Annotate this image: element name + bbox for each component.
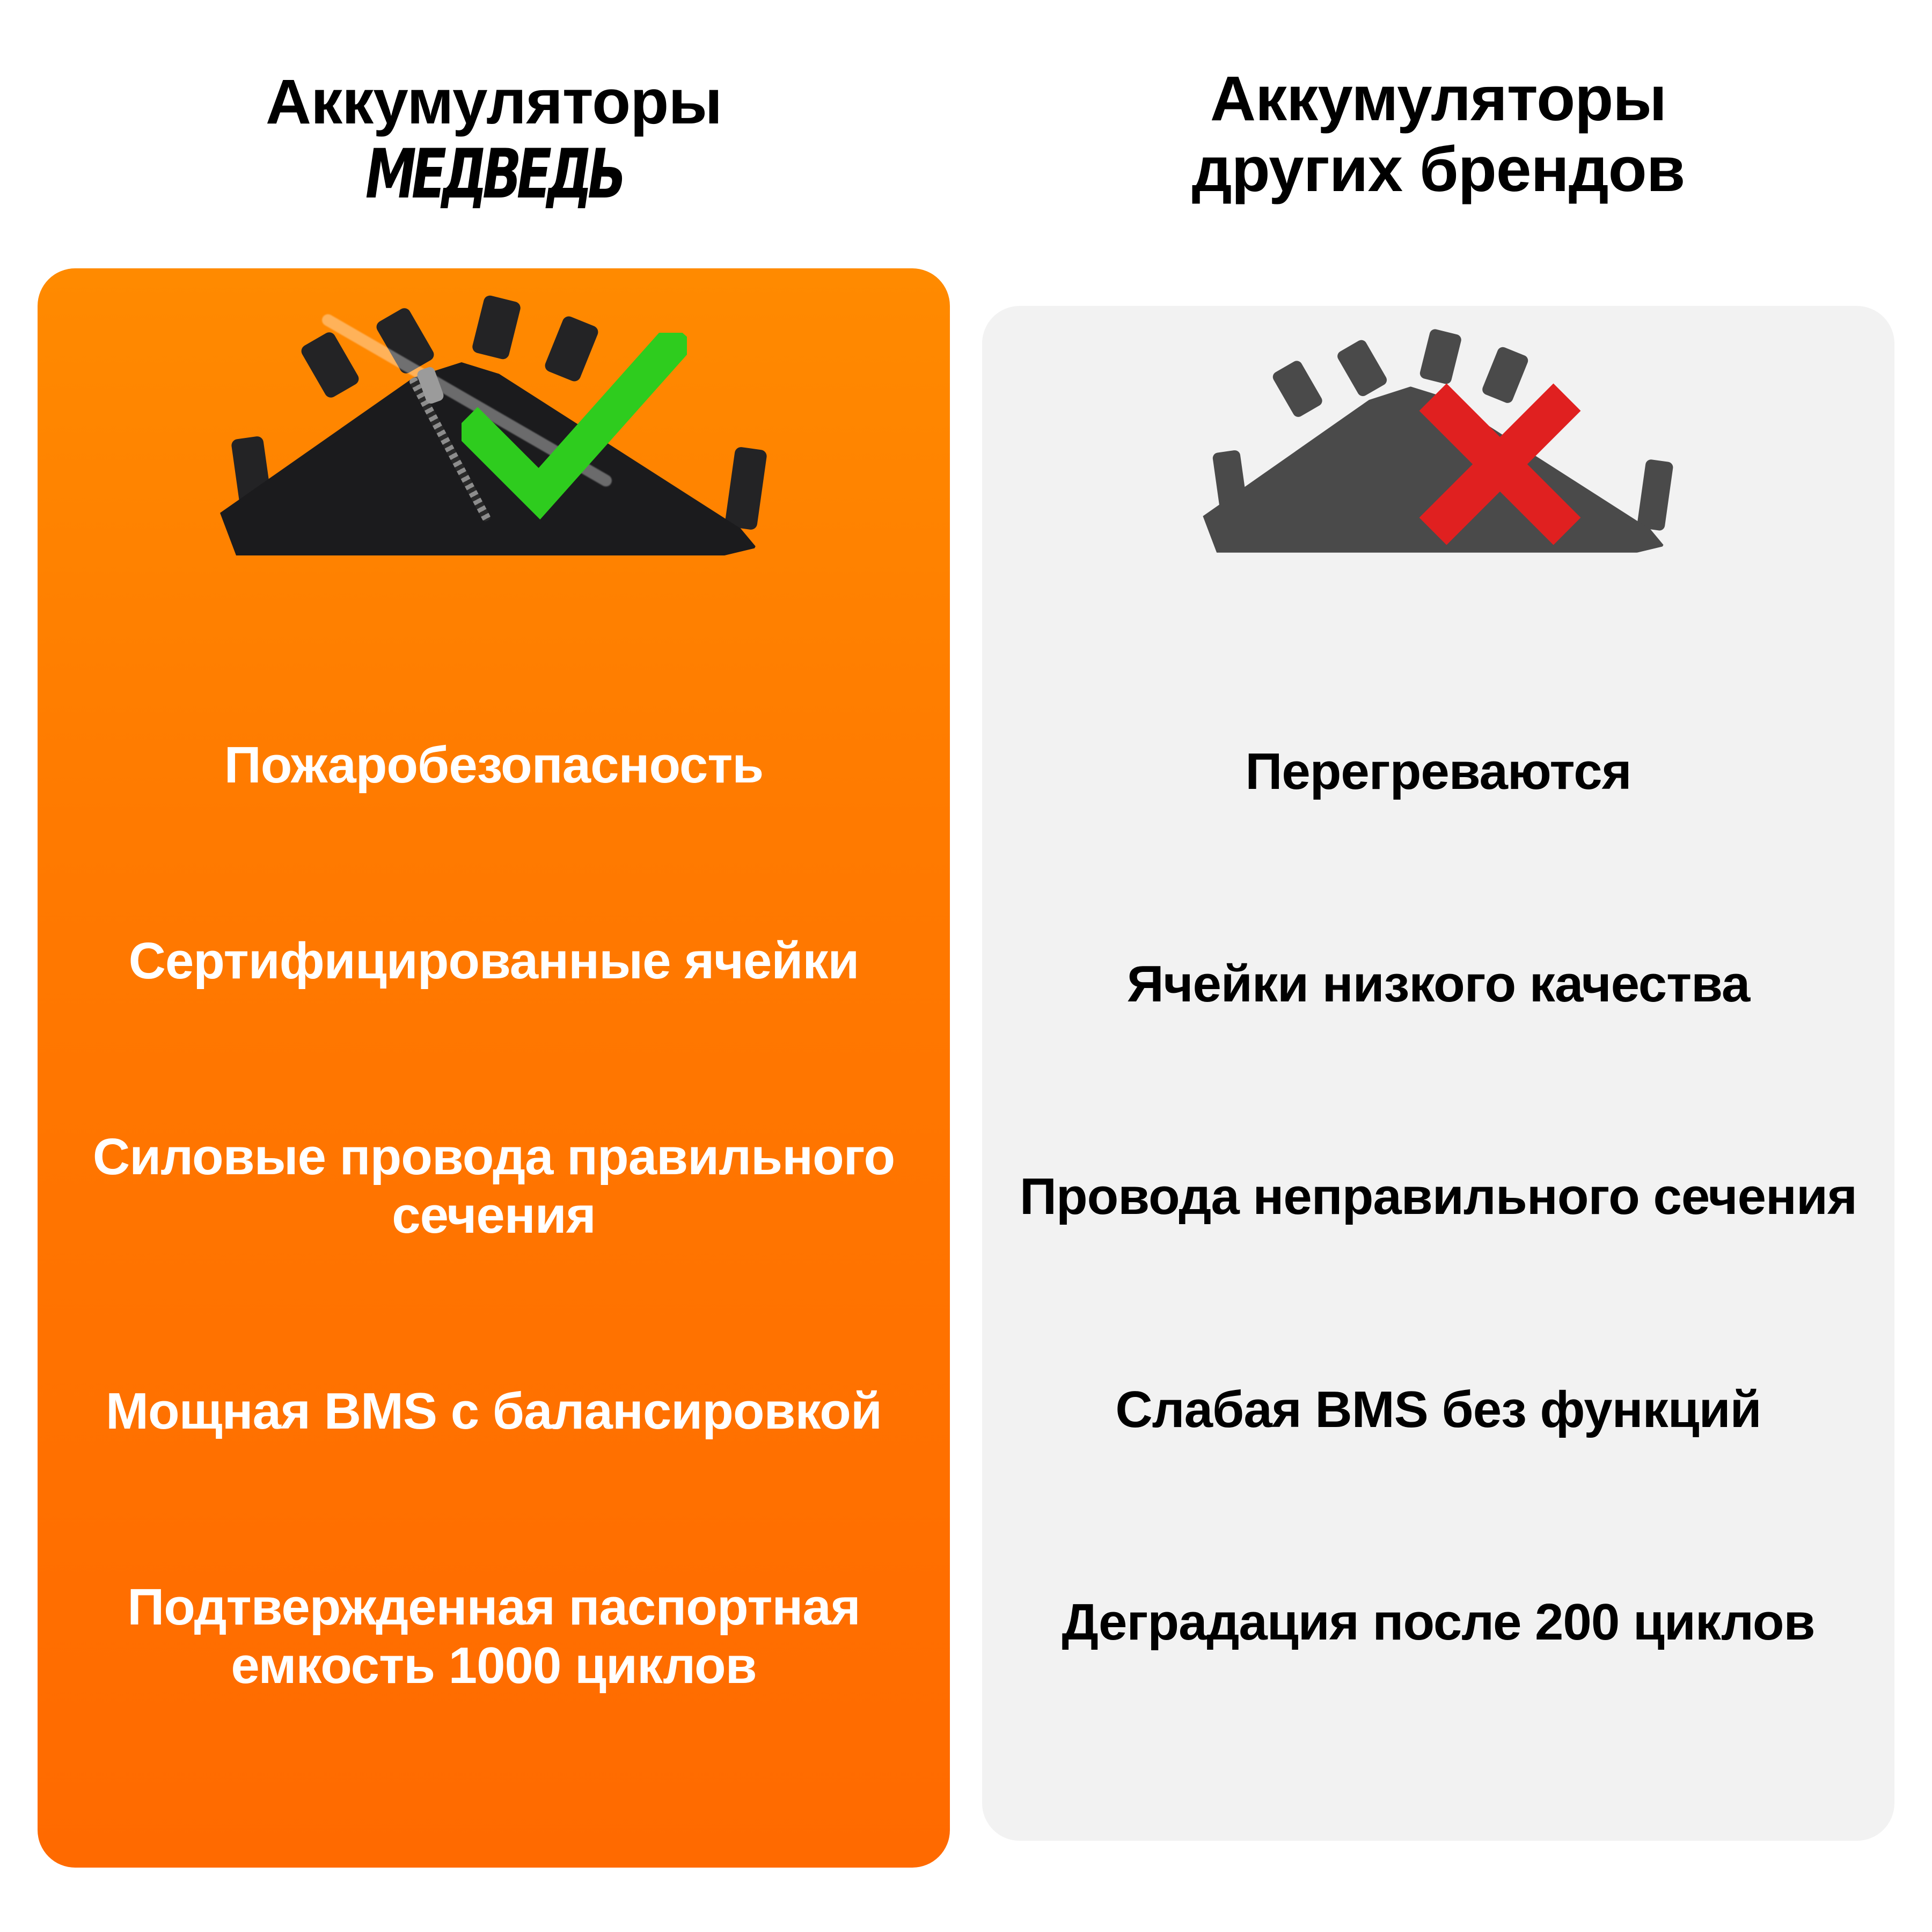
list-item: Перегреваются — [1245, 742, 1631, 800]
list-item: Ячейки низкого качества — [1126, 955, 1750, 1013]
other-column-heading — [1192, 0, 1685, 268]
green-check-icon — [462, 333, 687, 526]
other-heading-line1: Аккумуляторы — [1210, 63, 1667, 134]
brand-column-heading — [266, 0, 722, 268]
brand-logo-wordmark: МЕДВЕДЬ — [365, 134, 622, 214]
brand-feature-list — [75, 601, 912, 1830]
list-item: Сертифицированные ячейки — [128, 932, 859, 990]
list-item: Слабая BMS без функций — [1115, 1380, 1761, 1438]
list-item: Пожаробезопасность — [224, 736, 764, 794]
list-item: Провода неправильного сечения — [1020, 1168, 1857, 1226]
other-heading-line2: других брендов — [1191, 134, 1685, 205]
brand-heading-line1: Аккумуляторы — [265, 66, 722, 137]
list-item: Мощная BMS с балансировкой — [106, 1382, 882, 1440]
column-brand — [38, 0, 950, 1868]
other-product-image — [1036, 327, 1841, 580]
bag-strap — [1335, 338, 1388, 398]
other-brands-card — [982, 306, 1894, 1841]
brand-product-image — [91, 290, 896, 590]
red-cross-icon — [1411, 376, 1589, 553]
other-feature-list — [1020, 590, 1857, 1803]
brand-card — [38, 268, 950, 1868]
list-item: Деградация после 200 циклов — [1062, 1593, 1815, 1651]
bag-strap — [1637, 459, 1674, 531]
bag-strap — [1271, 359, 1324, 419]
column-other-brands — [982, 0, 1894, 1841]
bag-strap — [724, 447, 767, 531]
list-item: Силовые провода правильного сечения — [92, 1128, 895, 1245]
list-item: Подтвержденная паспортная емкость 1000 циклов — [127, 1578, 860, 1695]
